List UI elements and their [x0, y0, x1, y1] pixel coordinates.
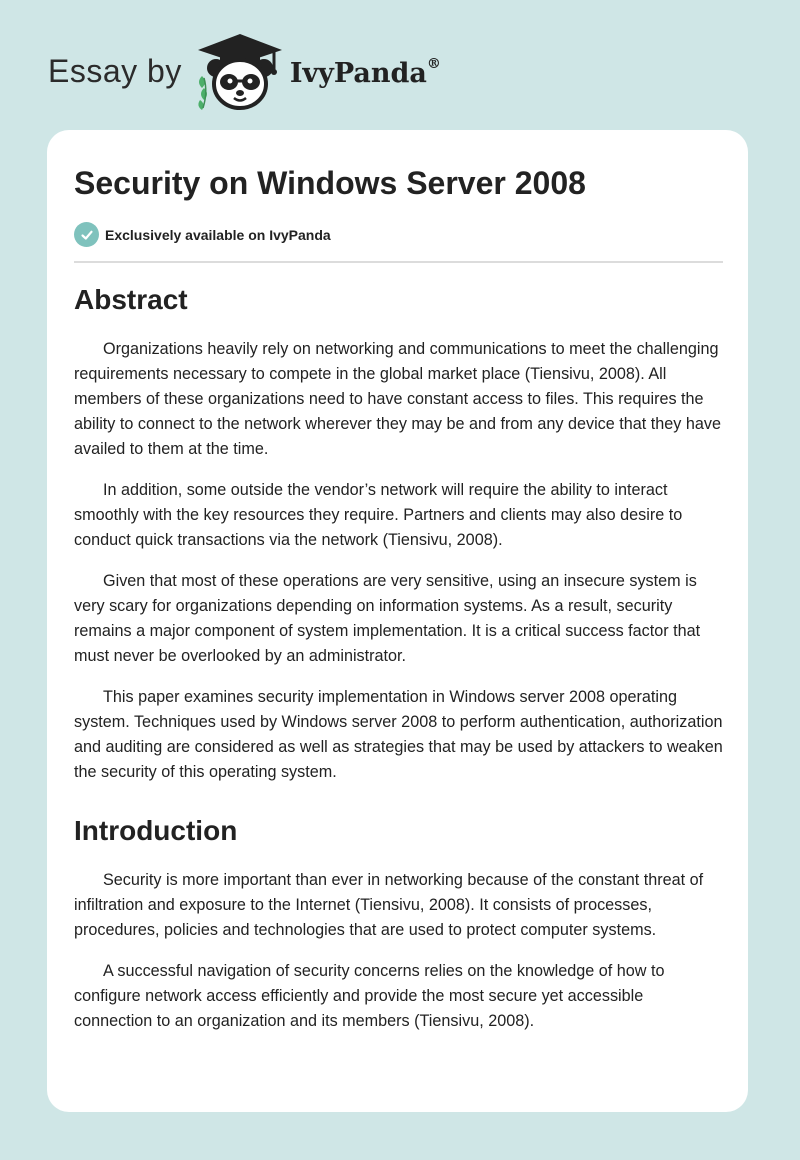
brand-name[interactable] — [289, 55, 441, 89]
section-introduction — [74, 811, 724, 1034]
paragraph: Given that most of these operations are very sensitive, using an insecure system is very scary for organizations depending on information systems. As a result, security remains a major component of system implementation. It is a critical success factor that must never be overlooked by an administrator. — [74, 572, 701, 666]
check-circle-icon — [74, 222, 99, 247]
site-header — [48, 30, 441, 112]
exclusive-badge-label: Exclusively available on IvyPanda — [105, 226, 331, 243]
panda-logo-icon[interactable] — [194, 30, 286, 112]
section-heading: Abstract — [74, 284, 188, 315]
brand-label: IvyPanda — [289, 57, 427, 89]
paragraph: In addition, some outside the vendor’s network will require the ability to interact smoothly with the key resources they require. Partners and clients may also desire to conduct quick transactions via the network (Tiensivu, 2008). — [74, 481, 683, 550]
essay-card — [47, 130, 748, 1112]
essay-body — [74, 280, 724, 1050]
trademark-symbol: ® — [426, 55, 441, 72]
paragraph: Organizations heavily rely on networking and communications to meet the challenging requirements necessary to compete in the global market place (Tiensivu, 2008). All members of these organizations need to have constant access to files. This requires the ability to connect to the network wherever they may be and from any device that they have availed to them at the time. — [74, 340, 721, 459]
paragraph: Security is more important than ever in networking because of the constant threat of infiltration and exposure to the Internet (Tiensivu, 2008). It consists of processes, procedures, policies and technologies that are used to protect computer systems. — [74, 871, 704, 940]
section-heading: Introduction — [74, 815, 238, 847]
exclusive-badge — [74, 222, 331, 247]
paragraph: A successful navigation of security concerns relies on the knowledge of how to configure network access efficiently and provide the most secure yet accessible connection to an organization and its members (Tiensivu, 2008). — [74, 962, 665, 1031]
page-title: Security on Windows Server 2008 — [74, 165, 586, 201]
essay-by-label: Essay by — [48, 52, 182, 89]
title-divider — [74, 261, 723, 263]
paragraph: This paper examines security implementation in Windows server 2008 operating system. Techniques used by Windows server 2008 to perform authentication, authorization and auditing are considered as well as strategies that may be used by attackers to weaken the security of this operating system. — [74, 688, 723, 782]
section-abstract — [74, 280, 724, 785]
